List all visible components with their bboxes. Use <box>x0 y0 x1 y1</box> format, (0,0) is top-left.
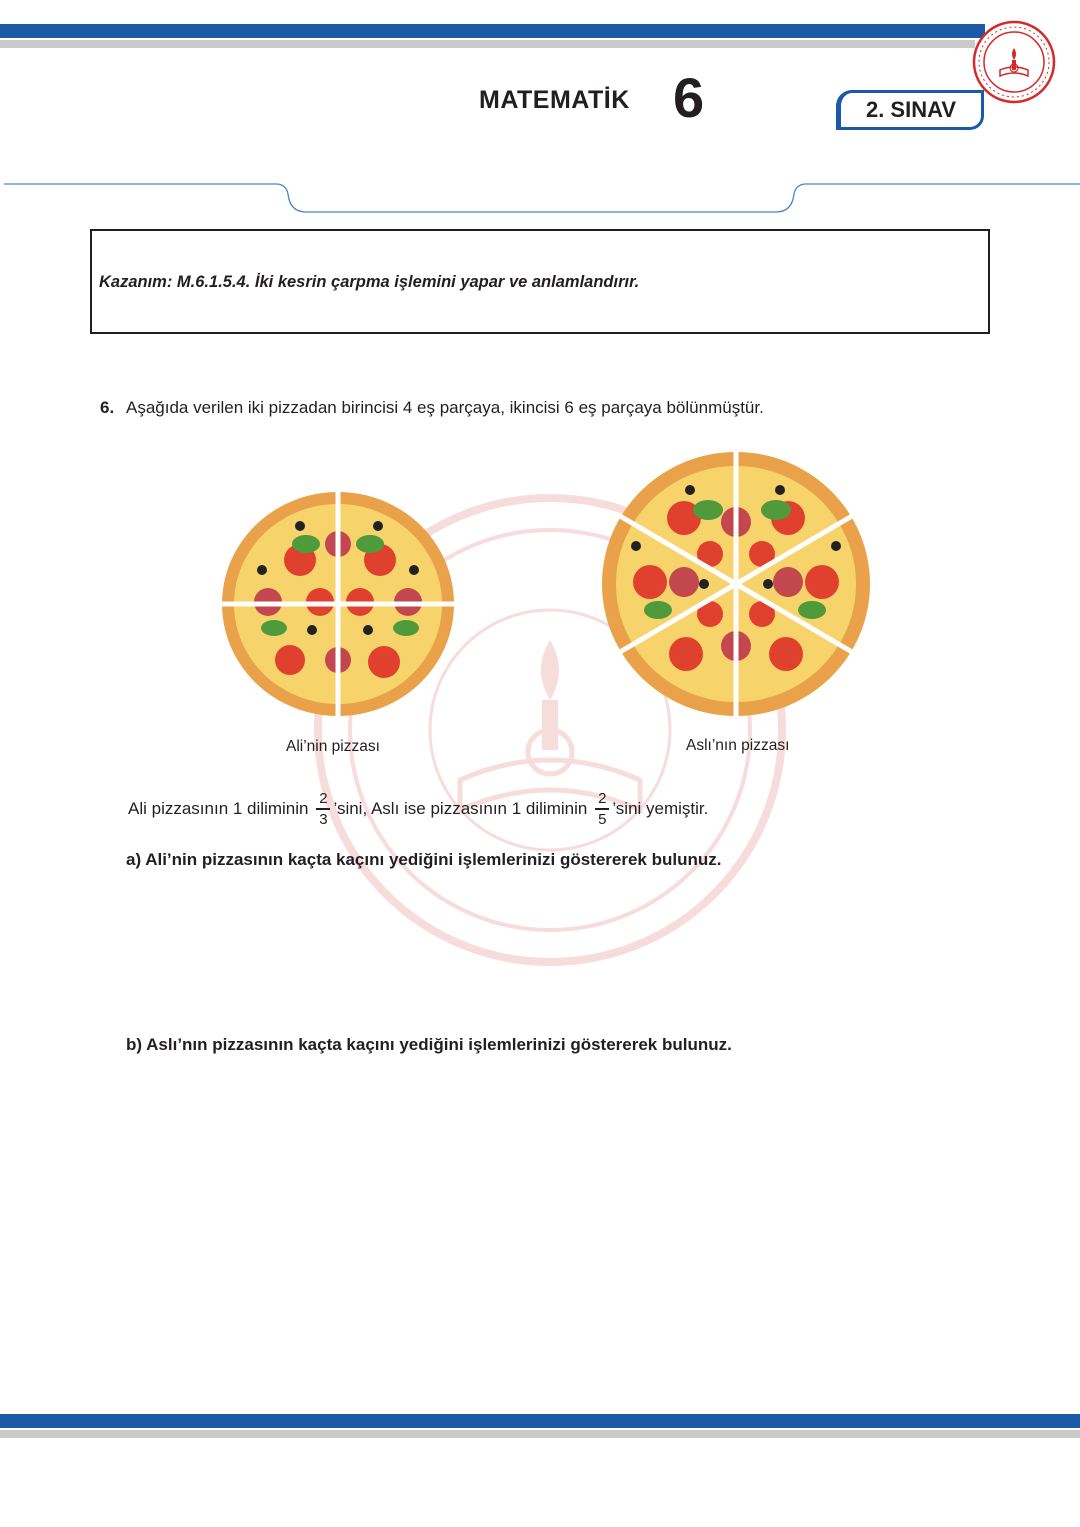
fraction-two-fifths <box>595 791 609 827</box>
fraction-2-bar <box>595 808 609 810</box>
statement-part-1: Ali pizzasının 1 diliminin <box>128 798 309 818</box>
header-divider <box>0 180 1080 220</box>
statement-part-2: ’sini, Aslı ise pizzasının 1 diliminin <box>333 798 588 818</box>
subject-title: MATEMATİK <box>479 86 630 114</box>
fraction-two-thirds <box>316 791 330 827</box>
question-part-a: a) Ali’nin pizzasının kaçta kaçını yediğini işlemlerinizi göstererek bulunuz. <box>126 850 722 869</box>
question-statement <box>128 791 708 827</box>
question-part-b: b) Aslı’nın pizzasının kaçta kaçını yediğini işlemlerinizi göstererek bulunuz. <box>126 1035 732 1054</box>
fraction-1-numerator: 2 <box>319 790 328 807</box>
ali-pizza-caption: Ali’nin pizzası <box>286 738 380 755</box>
grade-number: 6 <box>673 66 705 129</box>
statement-part-3: ’sini yemiştir. <box>612 798 709 818</box>
fraction-2-denominator: 5 <box>598 810 607 828</box>
asli-pizza-caption: Aslı’nın pizzası <box>686 737 790 754</box>
asli-pizza-image <box>600 450 872 718</box>
header-bar-blue <box>0 24 985 38</box>
exam-label: 2. SINAV <box>865 97 957 122</box>
fraction-2-numerator: 2 <box>598 790 607 807</box>
ali-pizza-image <box>220 490 456 718</box>
exam-badge <box>836 90 984 130</box>
learning-outcome-text: Kazanım: M.6.1.5.4. İki kesrin çarpma işlemini yapar ve anlamlandırır. <box>99 273 640 291</box>
header-bar-gray <box>0 40 975 48</box>
fraction-1-bar <box>316 808 330 810</box>
learning-outcome-box <box>90 229 990 334</box>
footer-bar-gray <box>0 1430 1080 1438</box>
footer-bar-blue <box>0 1414 1080 1428</box>
ministry-seal-logo <box>972 20 1056 104</box>
question-text: Aşağıda verilen iki pizzadan birincisi 4 eş parçaya, ikincisi 6 eş parçaya bölünmüştür. <box>126 398 764 417</box>
fraction-1-denominator: 3 <box>319 810 328 828</box>
question-number: 6. <box>100 398 115 417</box>
